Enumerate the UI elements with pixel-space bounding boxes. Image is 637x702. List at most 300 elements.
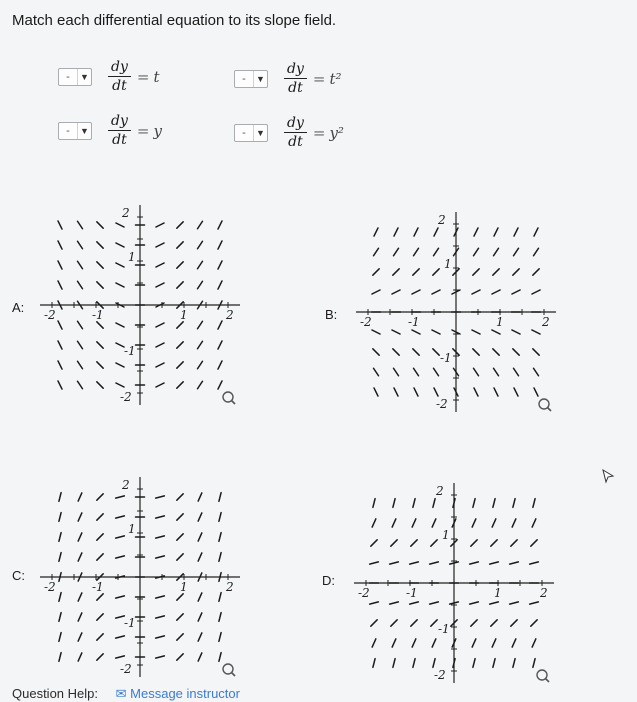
slope-field-d (354, 483, 554, 683)
slope-segment (78, 613, 82, 621)
tick-label-bottom: -2 (436, 397, 448, 411)
answer-select-2[interactable] (234, 70, 268, 88)
magnify-icon[interactable] (537, 670, 549, 682)
slope-segment (97, 494, 103, 500)
slope-segment (394, 388, 398, 396)
slope-segment (514, 248, 519, 255)
equation-rhs: = t (136, 67, 160, 86)
slope-segment (532, 330, 540, 334)
slope-segment (471, 620, 477, 626)
slope-segment (432, 639, 436, 647)
slope-segment (156, 343, 164, 347)
slope-segment (78, 533, 82, 541)
slope-segment (59, 613, 61, 622)
slope-segment (533, 269, 539, 275)
slope-segment (512, 290, 520, 294)
slope-segment (513, 269, 519, 275)
slope-segment (472, 639, 476, 647)
tick-label-right: 2 (542, 315, 550, 329)
slope-segment (177, 282, 183, 288)
chevron-down-icon: ▼ (77, 69, 91, 85)
slope-segment (372, 290, 380, 294)
slope-segment (198, 533, 202, 541)
fraction-numerator: dy (284, 60, 307, 79)
slope-segment (156, 636, 165, 638)
slope-segment (198, 593, 202, 601)
slope-segment (97, 282, 103, 288)
message-instructor-label: Message instructor (130, 686, 240, 701)
tick-label-mid-left: -1 (406, 586, 418, 600)
slope-segment (198, 613, 202, 621)
slope-segment (219, 593, 221, 602)
slope-segment (394, 248, 399, 255)
slope-segment (78, 553, 82, 561)
slope-segment (414, 228, 418, 236)
slope-segment (78, 321, 83, 328)
slope-segment (374, 248, 379, 255)
slope-segment (219, 553, 221, 562)
slope-segment (470, 562, 479, 564)
slope-segment (198, 241, 203, 248)
slope-segment (78, 381, 83, 388)
slope-segment (177, 614, 183, 620)
slope-segment (510, 602, 519, 604)
slope-segment (156, 323, 164, 327)
slope-segment (370, 602, 379, 604)
slope-segment (414, 368, 419, 375)
answer-select-3[interactable] (58, 122, 92, 140)
tick-label-left: -2 (44, 580, 56, 594)
slope-segment (491, 540, 497, 546)
tick-label-left: -2 (360, 315, 372, 329)
slope-segment (198, 281, 203, 288)
slope-segment (531, 620, 537, 626)
slope-segment (391, 620, 397, 626)
slope-segment (393, 269, 399, 275)
slope-segment (514, 228, 518, 236)
slope-segment (97, 534, 103, 540)
slope-segment (78, 513, 82, 521)
slope-segment (493, 499, 495, 508)
slope-segment (58, 341, 62, 349)
slope-segment (412, 290, 420, 294)
slope-segment (414, 248, 419, 255)
slope-segment (473, 349, 479, 355)
slope-segment (116, 383, 124, 387)
tick-label-mid-right: 1 (494, 586, 502, 600)
rhs-value: y (153, 121, 162, 140)
slope-segment (97, 222, 103, 228)
tick-label-mid-bottom: -1 (124, 616, 136, 630)
mouse-cursor-icon (600, 468, 616, 484)
answer-select-4[interactable] (234, 124, 268, 142)
slope-segment (59, 553, 61, 562)
slope-segment (432, 330, 440, 334)
slope-segment (410, 562, 419, 564)
slope-segment (390, 602, 399, 604)
slope-segment (534, 368, 539, 375)
slope-segment (514, 388, 518, 396)
magnify-icon[interactable] (223, 392, 235, 404)
slope-segment (374, 228, 378, 236)
slope-segment (58, 241, 62, 249)
slope-segment (58, 261, 62, 269)
slope-segment (177, 494, 183, 500)
slope-segment (116, 556, 125, 558)
slope-segment (177, 382, 183, 388)
slope-segment (472, 519, 476, 527)
equation-2 (234, 60, 342, 97)
answer-select-value: - (66, 124, 70, 137)
equation-rhs: = y (136, 121, 162, 140)
plot-label-a: A: (12, 300, 25, 315)
tick-label-left: -2 (358, 586, 370, 600)
slope-segment (393, 499, 395, 508)
slope-segment (492, 519, 496, 527)
fraction-numerator: dy (108, 112, 131, 131)
slope-segment (78, 361, 83, 368)
slope-segment (218, 221, 222, 229)
slope-segment (97, 614, 103, 620)
slope-segment (494, 368, 499, 375)
slope-segment (198, 361, 203, 368)
slope-segment (373, 349, 379, 355)
rhs-value: y² (329, 123, 344, 142)
slope-segment (512, 519, 516, 527)
tick-label-mid-left: -1 (92, 580, 104, 594)
derivative-fraction (108, 58, 131, 95)
slope-field-svg (356, 212, 556, 412)
slope-segment (177, 262, 183, 268)
slope-segment (430, 562, 439, 564)
slope-segment (156, 616, 165, 618)
slope-segment (434, 228, 438, 236)
plot-label-b: B: (325, 307, 338, 322)
slope-segment (532, 290, 540, 294)
slope-segment (78, 281, 83, 288)
slope-segment (453, 499, 455, 508)
fraction-denominator: dt (112, 78, 127, 94)
slope-field-svg (40, 477, 240, 677)
equation-rhs: = t² (312, 69, 342, 88)
slope-segment (530, 602, 539, 604)
tick-label-top: 2 (436, 484, 444, 498)
slope-segment (177, 554, 183, 560)
slope-segment (530, 562, 539, 564)
slope-segment (374, 388, 378, 396)
slope-segment (198, 381, 203, 388)
slope-segment (450, 562, 459, 564)
slope-segment (531, 540, 537, 546)
slope-segment (393, 349, 399, 355)
slope-segment (116, 516, 125, 518)
equation-rhs: = y² (312, 123, 344, 142)
slope-segment (373, 659, 375, 668)
slope-segment (453, 659, 455, 668)
slope-field-a (40, 205, 240, 405)
slope-segment (219, 613, 221, 622)
plot-label-c: C: (12, 568, 25, 583)
slope-segment (78, 593, 82, 601)
slope-segment (434, 388, 438, 396)
slope-segment (470, 602, 479, 604)
tick-label-top: 2 (122, 478, 130, 492)
slope-segment (433, 499, 435, 508)
slope-segment (116, 223, 124, 227)
slope-segment (533, 499, 535, 508)
slope-segment (372, 330, 380, 334)
question-prompt: Match each differential equation to its slope field. (12, 12, 337, 29)
slope-segment (472, 330, 480, 334)
derivative-fraction (284, 60, 307, 97)
slope-segment (198, 513, 202, 521)
slope-segment (219, 533, 221, 542)
slope-segment (434, 248, 439, 255)
slope-segment (373, 499, 375, 508)
slope-segment (513, 499, 515, 508)
slope-segment (431, 620, 437, 626)
message-instructor-link[interactable] (116, 686, 240, 701)
plot-label-d: D: (322, 573, 335, 588)
slope-segment (58, 381, 62, 389)
slope-segment (177, 222, 183, 228)
slope-segment (372, 519, 376, 527)
slope-segment (474, 228, 478, 236)
slope-segment (219, 633, 221, 642)
slope-segment (156, 363, 164, 367)
slope-segment (97, 634, 103, 640)
slope-segment (59, 513, 61, 522)
slope-segment (219, 573, 221, 582)
slope-segment (413, 659, 415, 668)
slope-segment (198, 221, 203, 228)
slope-segment (493, 269, 499, 275)
derivative-fraction (108, 112, 131, 149)
fraction-denominator: dt (112, 132, 127, 148)
slope-segment (116, 576, 125, 578)
slope-segment (58, 221, 62, 229)
rhs-value: t² (329, 69, 342, 88)
slope-segment (177, 514, 183, 520)
slope-segment (198, 321, 203, 328)
slope-segment (394, 228, 398, 236)
slope-segment (59, 653, 61, 662)
slope-segment (533, 659, 535, 668)
slope-segment (219, 653, 221, 662)
slope-segment (393, 659, 395, 668)
slope-segment (156, 656, 165, 658)
slope-segment (411, 540, 417, 546)
slope-segment (433, 349, 439, 355)
slope-segment (78, 241, 83, 248)
slope-segment (78, 261, 83, 268)
slope-segment (491, 620, 497, 626)
question-help-label: Question Help: (12, 686, 98, 701)
slope-segment (218, 241, 222, 249)
tick-label-right: 2 (226, 580, 234, 594)
slope-segment (371, 540, 377, 546)
slope-segment (219, 513, 221, 522)
slope-segment (370, 562, 379, 564)
slope-segment (410, 602, 419, 604)
slope-segment (492, 330, 500, 334)
slope-segment (510, 562, 519, 564)
slope-segment (532, 639, 536, 647)
fraction-numerator: dy (108, 58, 131, 77)
slope-segment (97, 362, 103, 368)
tick-label-mid-left: -1 (92, 308, 104, 322)
derivative-fraction (284, 114, 307, 151)
slope-segment (218, 261, 222, 269)
slope-segment (177, 594, 183, 600)
slope-field-svg (40, 205, 240, 405)
chevron-down-icon: ▼ (77, 123, 91, 139)
equation-3 (58, 112, 162, 149)
slope-segment (156, 263, 164, 267)
slope-segment (450, 602, 459, 604)
slope-segment (156, 496, 165, 498)
slope-segment (218, 361, 222, 369)
slope-segment (433, 659, 435, 668)
slope-segment (392, 290, 400, 294)
magnify-icon[interactable] (539, 399, 551, 411)
tick-label-mid-top: 1 (444, 257, 452, 271)
tick-label-mid-top: 1 (128, 522, 136, 536)
slope-segment (430, 602, 439, 604)
slope-segment (472, 290, 480, 294)
slope-segment (78, 221, 83, 228)
slope-segment (78, 341, 83, 348)
slope-field-svg (354, 483, 554, 683)
slope-segment (156, 283, 164, 287)
rhs-value: t (153, 67, 160, 86)
slope-segment (116, 536, 125, 538)
slope-segment (156, 516, 165, 518)
slope-segment (59, 593, 61, 602)
slope-segment (97, 594, 103, 600)
equation-1 (58, 58, 159, 95)
slope-segment (371, 620, 377, 626)
slope-segment (59, 633, 61, 642)
slope-segment (390, 562, 399, 564)
slope-segment (177, 242, 183, 248)
slope-segment (218, 341, 222, 349)
answer-select-value: - (242, 72, 246, 85)
slope-segment (219, 493, 221, 502)
slope-segment (534, 228, 538, 236)
slope-segment (411, 620, 417, 626)
tick-label-mid-bottom: -1 (440, 351, 452, 365)
fraction-denominator: dt (288, 134, 303, 150)
slope-segment (474, 248, 479, 255)
slope-segment (534, 388, 538, 396)
tick-label-top: 2 (122, 206, 130, 220)
answer-select-value: - (66, 70, 70, 83)
slope-segment (512, 639, 516, 647)
slope-segment (494, 228, 498, 236)
slope-segment (434, 368, 439, 375)
slope-segment (177, 634, 183, 640)
slope-segment (412, 639, 416, 647)
slope-segment (177, 534, 183, 540)
slope-segment (116, 243, 124, 247)
mail-icon: ✉ (115, 686, 127, 701)
fraction-denominator: dt (288, 80, 303, 96)
tick-label-mid-right: 1 (496, 315, 504, 329)
slope-segment (412, 330, 420, 334)
slope-segment (473, 269, 479, 275)
slope-segment (59, 533, 61, 542)
slope-segment (156, 536, 165, 538)
slope-segment (177, 654, 183, 660)
slope-segment (471, 540, 477, 546)
slope-segment (156, 596, 165, 598)
slope-segment (198, 261, 203, 268)
slope-segment (198, 653, 202, 661)
slope-segment (512, 330, 520, 334)
slope-segment (156, 223, 164, 227)
tick-label-left: -2 (44, 308, 56, 322)
magnify-icon[interactable] (223, 664, 235, 676)
slope-segment (532, 519, 536, 527)
slope-segment (177, 322, 183, 328)
slope-segment (533, 349, 539, 355)
slope-segment (116, 496, 125, 498)
slope-segment (198, 633, 202, 641)
slope-field-c (40, 477, 240, 677)
slope-segment (116, 363, 124, 367)
slope-segment (116, 263, 124, 267)
slope-segment (494, 248, 499, 255)
tick-label-bottom: -2 (120, 662, 132, 676)
slope-segment (156, 383, 164, 387)
slope-segment (412, 519, 416, 527)
slope-segment (218, 321, 222, 329)
slope-segment (372, 639, 376, 647)
slope-segment (490, 562, 499, 564)
slope-segment (392, 639, 396, 647)
slope-segment (97, 554, 103, 560)
slope-segment (392, 330, 400, 334)
slope-segment (116, 596, 125, 598)
slope-segment (177, 342, 183, 348)
slope-segment (97, 322, 103, 328)
slope-segment (59, 493, 61, 502)
slope-segment (177, 362, 183, 368)
slope-segment (97, 654, 103, 660)
slope-segment (58, 361, 62, 369)
slope-segment (511, 540, 517, 546)
slope-segment (97, 342, 103, 348)
slope-segment (78, 653, 82, 661)
tick-label-mid-top: 1 (442, 528, 450, 542)
slope-segment (413, 349, 419, 355)
tick-label-right: 2 (540, 586, 548, 600)
slope-segment (513, 349, 519, 355)
slope-segment (492, 290, 500, 294)
slope-segment (433, 269, 439, 275)
tick-label-mid-right: 1 (180, 308, 188, 322)
tick-label-mid-top: 1 (128, 250, 136, 264)
slope-segment (156, 556, 165, 558)
slope-segment (513, 659, 515, 668)
answer-select-1[interactable] (58, 68, 92, 86)
slope-segment (373, 269, 379, 275)
slope-segment (97, 262, 103, 268)
slope-segment (198, 341, 203, 348)
slope-segment (198, 493, 202, 501)
slope-segment (514, 368, 519, 375)
